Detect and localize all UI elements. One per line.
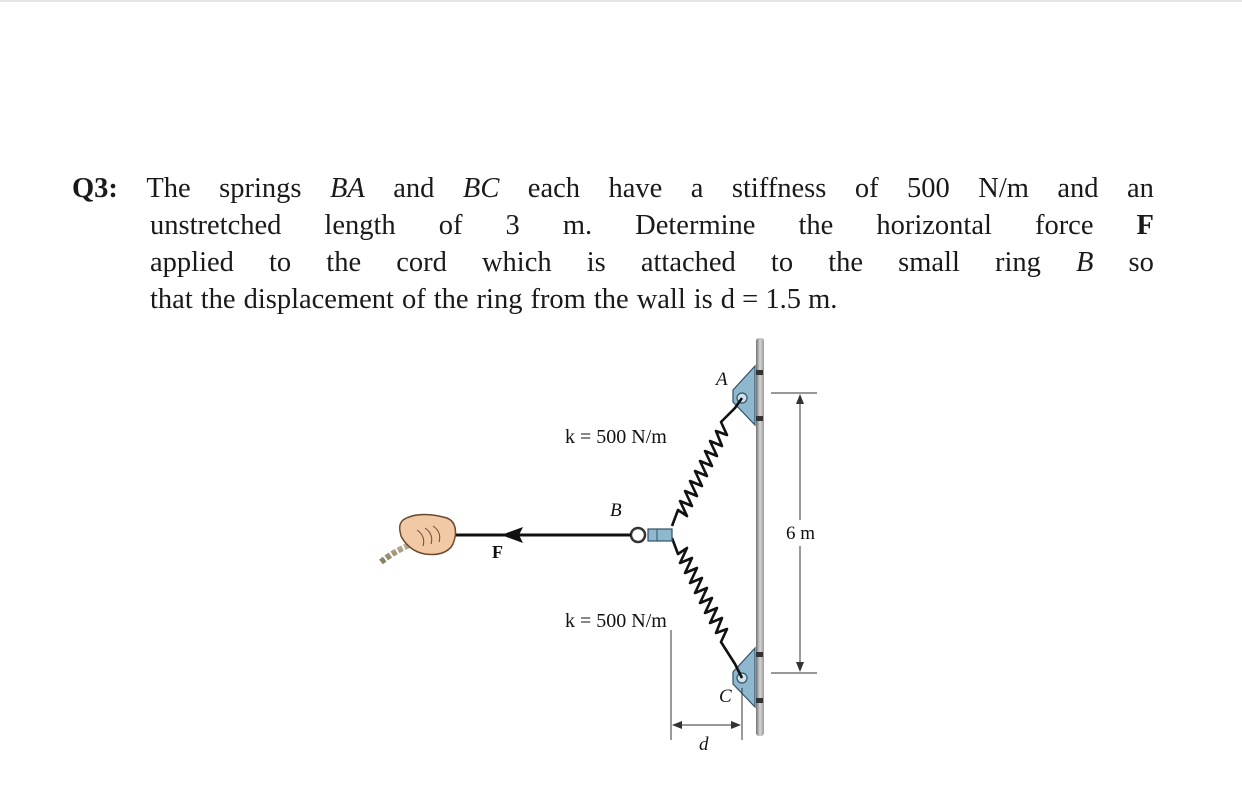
- word: the: [828, 247, 864, 278]
- word: Determine: [635, 210, 756, 241]
- spring-BA: [672, 398, 742, 526]
- word: is: [693, 284, 713, 315]
- question-line-1: [72, 170, 1154, 207]
- word: that: [150, 284, 193, 315]
- displacement-dimension: [671, 630, 742, 740]
- swivel-connector: [648, 529, 672, 541]
- word: ring: [476, 284, 523, 315]
- word: applied: [150, 247, 234, 278]
- word: so: [1128, 247, 1154, 278]
- word: ring: [994, 247, 1041, 278]
- word-BA: BA: [329, 173, 365, 204]
- word: d = 1.5 m.: [720, 284, 838, 315]
- word: each: [527, 173, 580, 204]
- spring-ring-figure: [375, 330, 835, 770]
- word-B: B: [1076, 247, 1094, 278]
- spring-bottom-stiffness-label: k = 500 N/m: [565, 610, 667, 632]
- word: a: [690, 173, 704, 204]
- word: N/m: [978, 173, 1029, 204]
- word: wall: [636, 284, 686, 315]
- word-BC: BC: [462, 173, 500, 204]
- word: the: [593, 284, 629, 315]
- question-line-3: [72, 244, 1154, 281]
- word: an: [1127, 173, 1154, 204]
- word: of: [438, 210, 463, 241]
- word: horizontal: [876, 210, 992, 241]
- word: and: [393, 173, 435, 204]
- label-A: A: [716, 369, 728, 390]
- word: to: [770, 247, 794, 278]
- word: of: [854, 173, 879, 204]
- word: of: [401, 284, 426, 315]
- word: unstretched: [150, 210, 282, 241]
- wall: [756, 338, 764, 736]
- word: which: [481, 247, 552, 278]
- word: cord: [396, 247, 447, 278]
- label-B: B: [610, 500, 622, 521]
- label-d: d: [699, 734, 709, 755]
- word: stiffness: [731, 173, 827, 204]
- word-F: F: [1136, 210, 1154, 241]
- word: m.: [562, 210, 593, 241]
- word: The: [146, 173, 191, 204]
- word: length: [324, 210, 396, 241]
- word: 3: [505, 210, 520, 241]
- question-line-4: [72, 281, 1154, 318]
- question-text: [72, 170, 1154, 318]
- word: the: [326, 247, 362, 278]
- word: have: [608, 173, 663, 204]
- word: from: [530, 284, 586, 315]
- word: the: [200, 284, 236, 315]
- word: the: [433, 284, 469, 315]
- word: small: [898, 247, 960, 278]
- word: force: [1034, 210, 1094, 241]
- spring-top-stiffness-label: k = 500 N/m: [565, 426, 667, 448]
- question-line-2: [72, 207, 1154, 244]
- label-F: F: [492, 542, 503, 562]
- word: is: [586, 247, 606, 278]
- height-label: 6 m: [786, 523, 816, 544]
- spring-BC: [672, 538, 742, 678]
- word: and: [1057, 173, 1099, 204]
- question-label: Q3:: [72, 173, 118, 204]
- word: displacement: [243, 284, 394, 315]
- label-C: C: [719, 686, 732, 707]
- top-border: [0, 0, 1242, 2]
- word: attached: [640, 247, 736, 278]
- word: 500: [907, 173, 950, 204]
- word: the: [798, 210, 834, 241]
- ring-B: [631, 528, 645, 542]
- word: to: [269, 247, 292, 278]
- word: springs: [219, 173, 302, 204]
